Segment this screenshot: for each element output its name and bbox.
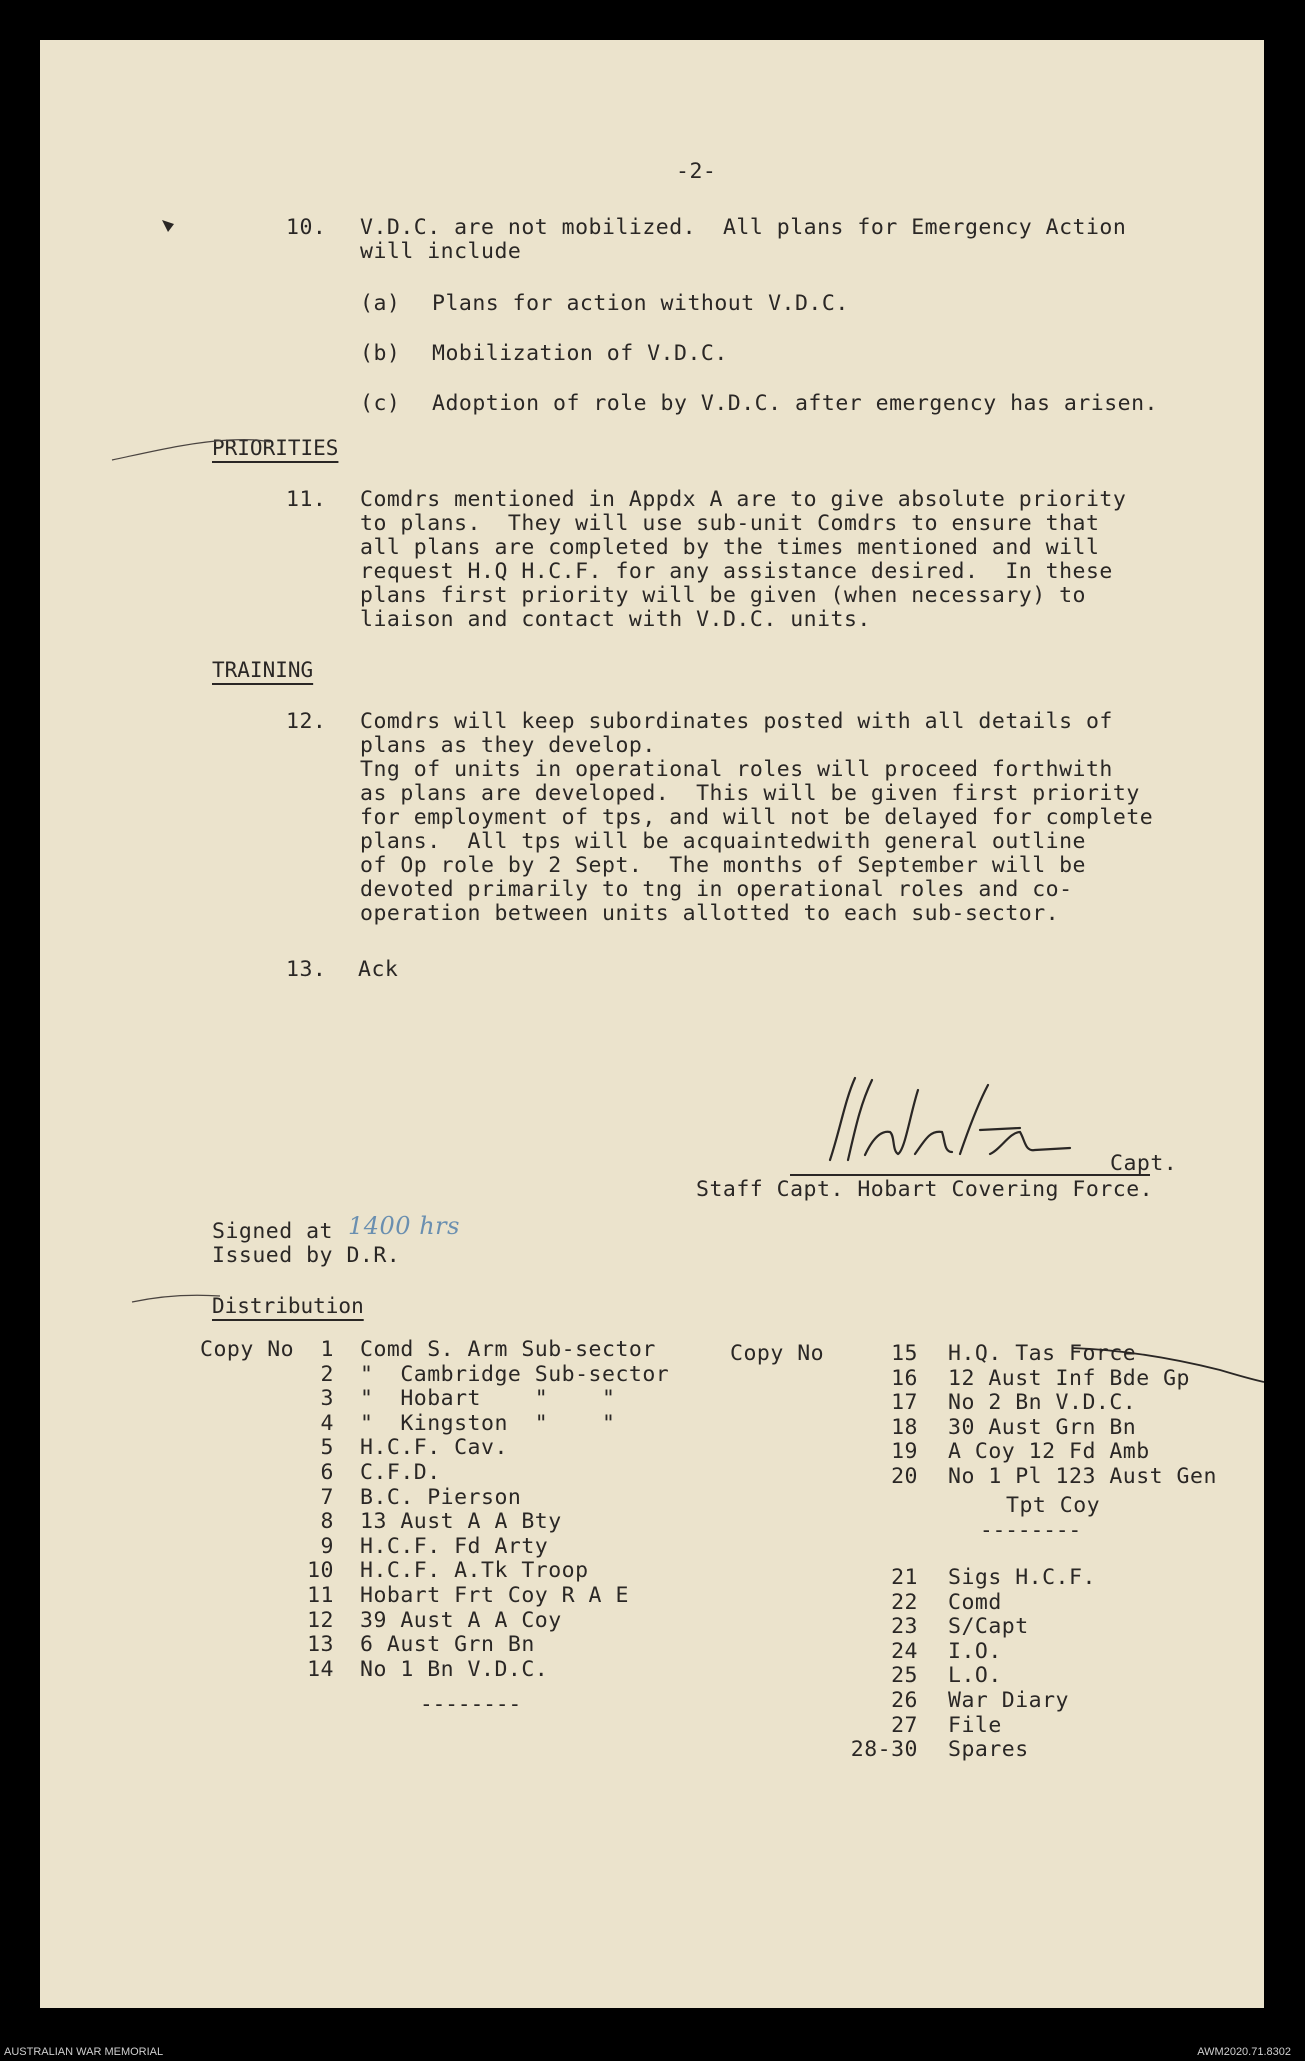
copy-number: 17 bbox=[891, 1390, 918, 1416]
copy-recipient: War Diary bbox=[948, 1688, 1069, 1713]
signed-at-label: Signed at bbox=[212, 1219, 333, 1244]
copy-number: 18 bbox=[891, 1414, 918, 1440]
para10-item-b-label: (b) bbox=[360, 341, 401, 366]
para12-number: 12. bbox=[286, 709, 327, 734]
copy-recipient: 6 Aust Grn Bn bbox=[360, 1632, 535, 1658]
para10-line-1: V.D.C. are not mobilized. All plans for Emergency Action bbox=[360, 215, 1127, 240]
copy-number: 19 bbox=[891, 1439, 918, 1465]
copy-number: 11 bbox=[307, 1583, 334, 1608]
copy-number: 26 bbox=[891, 1688, 918, 1713]
para12-line-1: Comdrs will keep subordinates posted with all details of bbox=[360, 709, 1113, 734]
para12-line-4: as plans are developed. This will be given first priority bbox=[360, 781, 1140, 806]
copy-recipient: " Cambridge Sub-sector bbox=[360, 1361, 670, 1387]
copy-number: 21 bbox=[891, 1565, 918, 1590]
copy-number: 5 bbox=[320, 1435, 334, 1461]
copy-number: 16 bbox=[891, 1365, 918, 1391]
copy-recipient: I.O. bbox=[948, 1638, 1002, 1664]
priorities-heading: PRIORITIES bbox=[212, 436, 339, 460]
para10-item-c-label: (c) bbox=[360, 391, 401, 416]
copy-recipient: 13 Aust A A Bty bbox=[360, 1509, 562, 1535]
para11-line-2: to plans. They will use sub-unit Comdrs to ensure that bbox=[360, 511, 1100, 536]
ink-spot bbox=[158, 216, 178, 236]
para10-line-2: will include bbox=[360, 239, 522, 264]
copy-number: 15 bbox=[891, 1341, 918, 1366]
copy-number: 24 bbox=[891, 1638, 918, 1664]
distribution-left-label: Copy No bbox=[200, 1337, 295, 1362]
distribution-right-label: Copy No bbox=[730, 1341, 825, 1366]
copy-recipient: 39 Aust A A Coy bbox=[360, 1607, 562, 1633]
para10-item-c-text: Adoption of role by V.D.C. after emergency has arisen. bbox=[432, 391, 1158, 416]
pencil-margin-mark bbox=[110, 432, 390, 462]
copy-number: 3 bbox=[320, 1386, 334, 1412]
distribution-left-divider: -------- bbox=[420, 1692, 522, 1716]
copy-number: 7 bbox=[320, 1484, 334, 1510]
signature-rank: Capt. bbox=[1110, 1151, 1178, 1176]
para11-line-4: request H.Q H.C.F. for any assistance desired. In these bbox=[360, 559, 1113, 584]
copy-recipient: " Hobart " " bbox=[360, 1386, 616, 1412]
copy-recipient: H.C.F. Fd Arty bbox=[360, 1533, 549, 1559]
para11-number: 11. bbox=[286, 487, 327, 512]
para10-number: 10. bbox=[286, 215, 327, 240]
signature-title: Staff Capt. Hobart Covering Force. bbox=[696, 1177, 1154, 1202]
handwritten-signature bbox=[820, 1070, 1140, 1174]
signed-at-time: 1400 hrs bbox=[348, 1212, 460, 1240]
copy-recipient: No 1 Bn V.D.C. bbox=[360, 1656, 549, 1682]
para11-line-6: liaison and contact with V.D.C. units. bbox=[360, 607, 871, 632]
copy-recipient: S/Capt bbox=[948, 1614, 1029, 1640]
copy-number: 6 bbox=[320, 1460, 334, 1485]
para12-line-3: Tng of units in operational roles will proceed forthwith bbox=[360, 757, 1113, 782]
copy-recipient: Comd bbox=[948, 1589, 1002, 1615]
copy-number: 1 bbox=[320, 1337, 334, 1362]
para13-number: 13. bbox=[286, 957, 327, 982]
copy-number: 2 bbox=[320, 1361, 334, 1387]
para12-line-6: plans. All tps will be acquaintedwith general outline bbox=[360, 829, 1086, 854]
copy-number: 22 bbox=[891, 1589, 918, 1615]
copy-number: 14 bbox=[307, 1656, 334, 1682]
copy-number: 20 bbox=[891, 1464, 918, 1489]
document-page bbox=[40, 40, 1264, 2008]
pencil-margin-mark-3 bbox=[1070, 1340, 1264, 1400]
training-heading: TRAINING bbox=[212, 658, 314, 682]
copy-recipient: Spares bbox=[948, 1737, 1029, 1763]
distribution-right-cont: Tpt Coy bbox=[1006, 1493, 1101, 1518]
copy-number: 27 bbox=[891, 1712, 918, 1738]
para12-line-2: plans as they develop. bbox=[360, 733, 656, 758]
para12-line-7: of Op role by 2 Sept. The months of September will be bbox=[360, 853, 1086, 878]
para12-line-9: operation between units allotted to each sub-sector. bbox=[360, 901, 1060, 926]
copy-recipient: H.C.F. A.Tk Troop bbox=[360, 1558, 589, 1584]
page-number: -2- bbox=[676, 159, 717, 184]
distribution-heading: Distribution bbox=[212, 1294, 364, 1318]
copy-recipient: Hobart Frt Coy R A E bbox=[360, 1583, 629, 1608]
para10-item-a-label: (a) bbox=[360, 291, 401, 316]
copy-recipient: H.Q. Tas Force bbox=[948, 1341, 1137, 1366]
copy-recipient: No 2 Bn V.D.C. bbox=[948, 1390, 1137, 1416]
copy-recipient: File bbox=[948, 1712, 1002, 1738]
copy-number: 28-30 bbox=[850, 1737, 918, 1763]
copy-recipient: Comd S. Arm Sub-sector bbox=[360, 1337, 656, 1362]
copy-number: 10 bbox=[307, 1558, 334, 1584]
para12-line-8: devoted primarily to tng in operational roles and co- bbox=[360, 877, 1073, 902]
para11-line-5: plans first priority will be given (when necessary) to bbox=[360, 583, 1086, 608]
para12-line-5: for employment of tps, and will not be delayed for complete bbox=[360, 805, 1154, 830]
copy-number: 4 bbox=[320, 1410, 334, 1436]
copy-number: 23 bbox=[891, 1614, 918, 1640]
signature-line bbox=[790, 1174, 1150, 1176]
footer-right: AWM2020.71.8302 bbox=[1197, 2046, 1291, 2058]
pencil-margin-mark-2 bbox=[130, 1288, 250, 1308]
copy-recipient: L.O. bbox=[948, 1663, 1002, 1689]
para10-item-b-text: Mobilization of V.D.C. bbox=[432, 341, 728, 366]
para11-line-3: all plans are completed by the times mentioned and will bbox=[360, 535, 1100, 560]
distribution-right-divider: -------- bbox=[980, 1518, 1082, 1542]
copy-number: 9 bbox=[320, 1533, 334, 1559]
para13-text: Ack bbox=[358, 957, 399, 982]
copy-recipient: B.C. Pierson bbox=[360, 1484, 522, 1510]
copy-recipient: No 1 Pl 123 Aust Gen bbox=[948, 1464, 1217, 1489]
copy-recipient: 12 Aust Inf Bde Gp bbox=[948, 1365, 1190, 1391]
para10-item-a-text: Plans for action without V.D.C. bbox=[432, 291, 849, 316]
issued-by: Issued by D.R. bbox=[212, 1243, 401, 1268]
para11-line-1: Comdrs mentioned in Appdx A are to give absolute priority bbox=[360, 487, 1127, 512]
footer-left: AUSTRALIAN WAR MEMORIAL bbox=[4, 2046, 164, 2058]
copy-recipient: 30 Aust Grn Bn bbox=[948, 1414, 1137, 1440]
copy-number: 12 bbox=[307, 1607, 334, 1633]
copy-number: 8 bbox=[320, 1509, 334, 1535]
copy-recipient: H.C.F. Cav. bbox=[360, 1435, 508, 1461]
copy-recipient: Sigs H.C.F. bbox=[948, 1565, 1096, 1590]
copy-recipient: " Kingston " " bbox=[360, 1410, 616, 1436]
copy-recipient: A Coy 12 Fd Amb bbox=[948, 1439, 1150, 1465]
copy-recipient: C.F.D. bbox=[360, 1460, 441, 1485]
copy-number: 25 bbox=[891, 1663, 918, 1689]
copy-number: 13 bbox=[307, 1632, 334, 1658]
